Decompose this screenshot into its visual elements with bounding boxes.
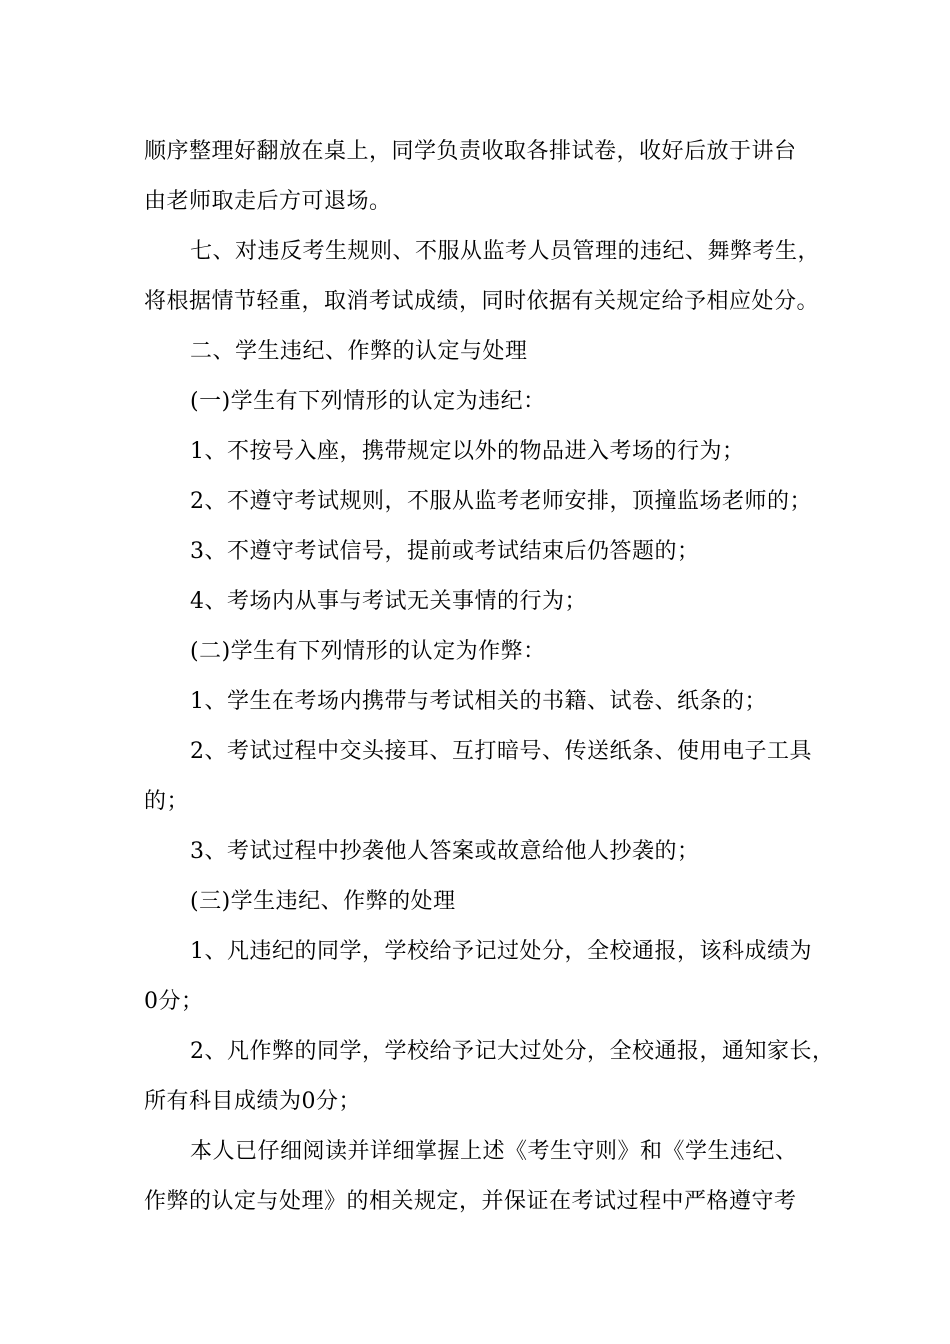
section-heading: 二、学生违纪、作弊的认定与处理 bbox=[190, 339, 528, 364]
paragraph-line: 顺序整理好翻放在桌上，同学负责收取各排试卷，收好后放于讲台 bbox=[144, 139, 797, 164]
paragraph-line: 由老师取走后方可退场。 bbox=[144, 189, 392, 214]
list-item: 2、考试过程中交头接耳、互打暗号、传送纸条、使用电子工具 bbox=[190, 739, 812, 764]
paragraph-line: 本人已仔细阅读并详细掌握上述《考生守则》和《学生违纪、 bbox=[190, 1139, 798, 1164]
subsection-heading: (一)学生有下列情形的认定为违纪： bbox=[190, 389, 546, 414]
paragraph-line: 作弊的认定与处理》的相关规定，并保证在考试过程中严格遵守考 bbox=[144, 1189, 797, 1214]
list-item: 1、凡违纪的同学，学校给予记过处分，全校通报，该科成绩为 bbox=[190, 939, 812, 964]
list-item: 1、不按号入座，携带规定以外的物品进入考场的行为； bbox=[190, 439, 745, 464]
list-item: 2、不遵守考试规则，不服从监考老师安排，顶撞监场老师的； bbox=[190, 489, 812, 514]
list-item: 1、学生在考场内携带与考试相关的书籍、试卷、纸条的； bbox=[190, 689, 767, 714]
list-item-continuation: 所有科目成绩为0分； bbox=[144, 1089, 361, 1114]
subsection-heading: (二)学生有下列情形的认定为作弊： bbox=[190, 639, 546, 664]
subsection-heading: (三)学生违纪、作弊的处理 bbox=[190, 889, 456, 914]
list-item-continuation: 0分； bbox=[144, 989, 204, 1014]
list-item-continuation: 的； bbox=[144, 789, 190, 814]
list-item: 3、考试过程中抄袭他人答案或故意给他人抄袭的； bbox=[190, 839, 700, 864]
list-item: 2、凡作弊的同学，学校给予记大过处分，全校通报，通知家长， bbox=[190, 1039, 835, 1064]
paragraph-line: 将根据情节轻重，取消考试成绩，同时依据有关规定给予相应处分。 bbox=[144, 289, 820, 314]
list-item: 3、不遵守考试信号，提前或考试结束后仍答题的； bbox=[190, 539, 700, 564]
paragraph-line: 七、对违反考生规则、不服从监考人员管理的违纪、舞弊考生， bbox=[190, 239, 821, 264]
list-item: 4、考场内从事与考试无关事情的行为； bbox=[190, 589, 587, 614]
